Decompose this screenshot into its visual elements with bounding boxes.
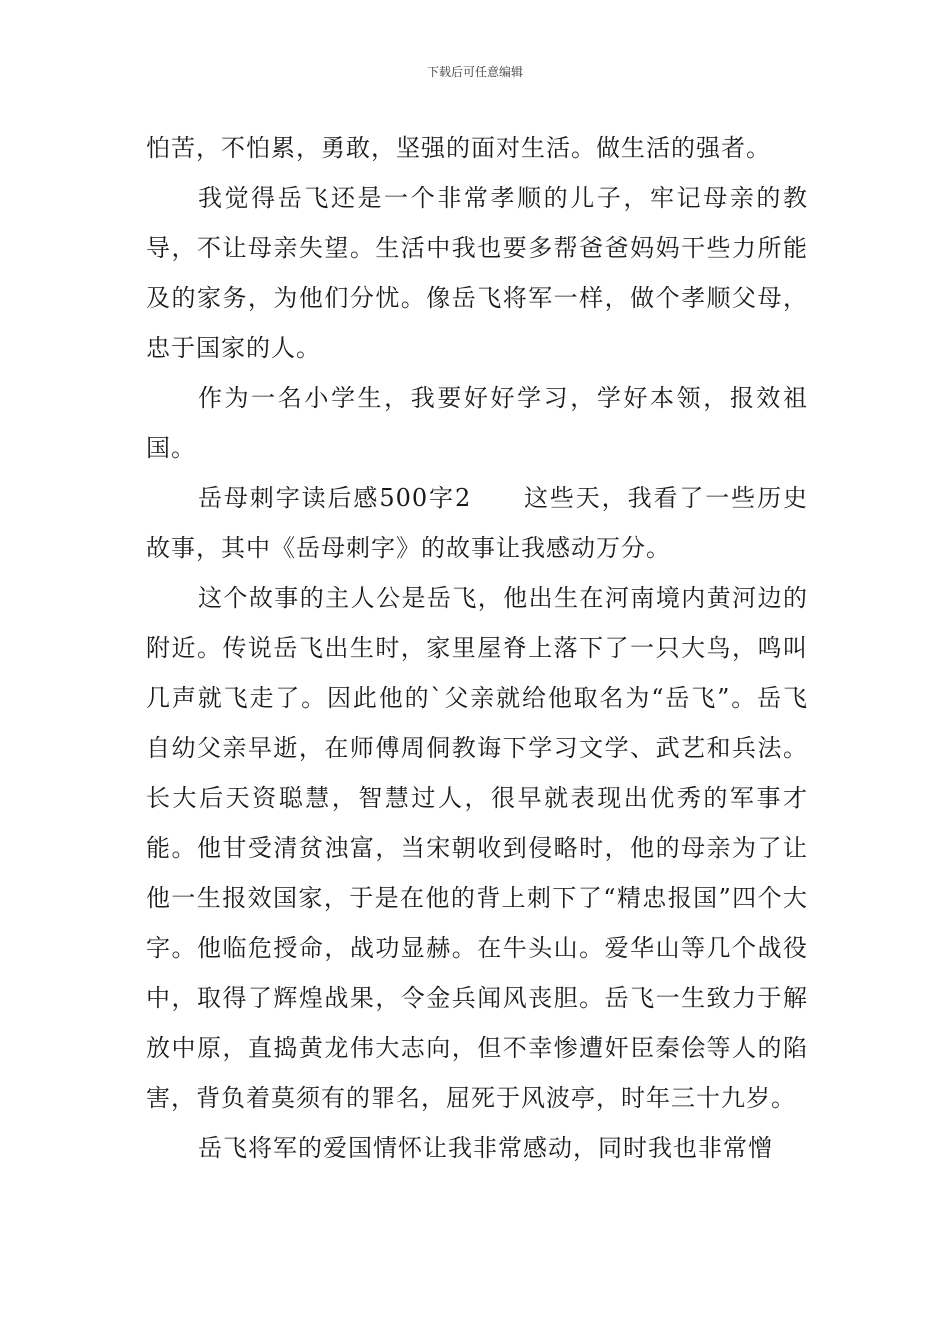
paragraph-1: 怕苦，不怕累，勇敢，坚强的面对生活。做生活的强者。 (146, 134, 771, 162)
paragraph-5: 这个故事的主人公是岳飞，他出生在河南境内黄河边的附近。传说岳飞出生时，家里屋脊上落下了一只大鸟，鸣叫几声就飞走了。因此他的`父亲就给他取名为“岳飞”。岳飞自幼父亲早逝，在师傅周侗教诲下学习文学、武艺和兵法。长大后天资聪慧，智慧过人，很早就表现出优秀的军事才能。他甘受清贫浊富，当宋朝收到侵略时，他的母亲为了让他一生报效国家，于是在他的背上刺下了“精忠报国”四个大字。他临危授命，战功显赫。在牛头山。爱华山等几个战役中，取得了辉煌战果，令金兵闻风丧胆。岳飞一生致力于解放中原，直捣黄龙伟大志向，但不幸惨遭奸臣秦侩等人的陷害，背负着莫须有的罪名，屈死于风波亭，时年三十九岁。 (146, 584, 808, 1112)
paragraph-4: 岳母刺字读后感500字2 这些天，我看了一些历史故事，其中《岳母刺字》的故事让我感动万分。 (146, 484, 808, 562)
paragraph-2: 我觉得岳飞还是一个非常孝顺的儿子，牢记母亲的教导，不让母亲失望。生活中我也要多帮爸爸妈妈干些力所能及的家务，为他们分忧。像岳飞将军一样，做个孝顺父母，忠于国家的人。 (146, 184, 808, 362)
paragraph-6: 岳飞将军的爱国情怀让我非常感动，同时我也非常憎 (198, 1134, 773, 1162)
paragraph-3: 作为一名小学生，我要好好学习，学好本领，报效祖国。 (146, 384, 808, 462)
page-header: 下载后可任意编辑 (426, 65, 523, 79)
document-body (146, 123, 808, 1173)
